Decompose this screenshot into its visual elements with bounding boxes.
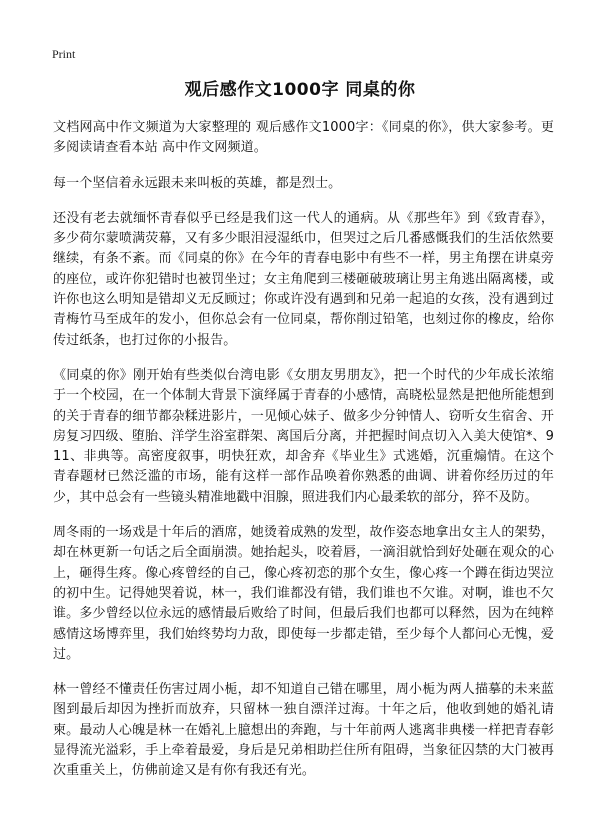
intro-paragraph: 文档网高中作文频道为大家整理的 观后感作文1000字：《同桌的你》，供大家参考。更多阅读请查看本站 高中作文网频道。 [53, 120, 554, 156]
body-paragraph: 林一曾经不懂责任伤害过周小栀，却不知道自己错在哪里，周小栀为两人描摹的未来蓝图到最后却因为挫折而放弃，只留林一独自漂洋过海。十年之后，他收到她的婚礼请柬。最动人心魄是林一在婚礼上臆想出的奔跑，与十年前两人逃离非典楼一样把青春彰显得流光溢彩，手上牵着最爱，身后是兄弟相助拦住所有阻碍，当象征囚禁的大门被再次重重关上，仿佛前途又是有你有我还有光。 [53, 682, 554, 779]
body-paragraph: 《同桌的你》刚开始有些类似台湾电影《女朋友男朋友》，把一个时代的少年成长浓缩于一个校园，在一个体制大背景下演绎属于青春的小感情，高晓松显然是把他所能想到的关于青春的细节都杂糅进影片，一见倾心妹子、做多少分钟情人、窃听女生宿舍、开房复习四级、堕胎、洋学生浴室群架、离国后分离，并把握时间点切入入美大使馆*、911、非典等。高密度叙事，明快狂欢，却舍弃《毕业生》式逃婚，沉重煽情。在这个青春题材已然泛滥的市场，能有这样一部作品唤着你熟悉的曲调、讲着你经历过的年少，其中总会有一些镜头精准地戳中泪腺，照进我们内心最柔软的部分，猝不及防。 [53, 367, 554, 505]
body-paragraph: 还没有老去就缅怀青春似乎已经是我们这一代人的通病。从《那些年》到《致青春》，多少荷尔蒙喷满荧幕，又有多少眼泪浸湿纸巾，但哭过之后几番感慨我们的生活依然要继续，有条不紊。而《同桌的你》在今年的青春电影中有些不一样，男主角摆在讲桌旁的座位，或许你犯错时也被罚坐过；女主角爬到三楼砸破玻璃让男主角逃出隔离楼，或许你也这么明知是错却义无反顾过；你或许没有遇到和兄弟一起追的女孩，没有遇到过青梅竹马至成年的发小，但你总会有一位同桌，帮你削过铅笔，也刻过你的橡皮，给你传过纸条，也打过你的小报告。 [53, 210, 554, 348]
print-link[interactable]: Print [52, 47, 76, 61]
article-title: 观后感作文1000字 同桌的你 [184, 80, 416, 100]
body-paragraph: 每一个坚信着永远跟未来叫板的英雄，都是烈士。 [53, 175, 342, 191]
body-paragraph: 周冬雨的一场戏是十年后的酒席，她烫着成熟的发型，故作姿态地拿出女主人的架势，却在林更新一句话之后全面崩溃。她抬起头，咬着唇，一滴泪就恰到好处砸在观众的心上，砸得生疼。像心疼曾经的自己，像心疼初恋的那个女生，像心疼一个蹲在街边哭泣的初中生。记得她哭着说，林一，我们谁都没有错，我们谁也不欠谁。对啊，谁也不欠谁。多少曾经以位永远的感情最后败给了时间，但最后我们也都可以释然，因为在纯粹感情这场博弈里，我们始终势均力敌，即使每一步都走错，至少每个人都问心无愧，爱过。 [53, 525, 554, 662]
article-body [53, 118, 554, 797]
